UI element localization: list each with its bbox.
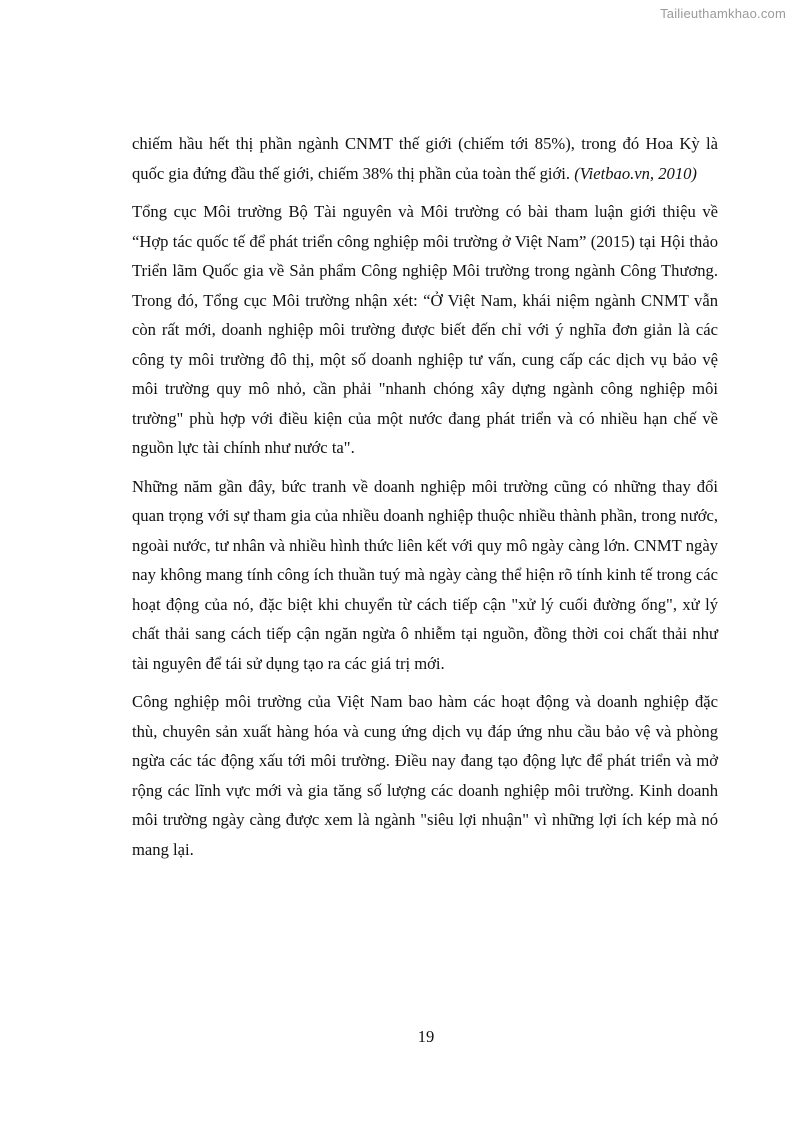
page-number: 19: [417, 1027, 435, 1046]
paragraph-4: Công nghiệp môi trường của Việt Nam bao hàm các hoạt động và doanh nghiệp đặc thù, chuyên sản xuất hàng hóa và cung ứng dịch vụ đáp ứng nhu cầu bảo vệ và phòng ngừa các tác động xấu tới môi trường. Điều nay đang tạo động lực để phát triển và mở rộng các lĩnh vực mới và gia tăng số lượng các doanh nghiệp môi trường. Kinh doanh môi trường ngày càng được xem là ngành "siêu lợi nhuận" vì những lợi ích kép mà nó mang lại.: [132, 692, 718, 859]
watermark: Tailieuthamkhao.com: [660, 6, 786, 21]
paragraph-1-text: chiếm hầu hết thị phần ngành CNMT thế giới (chiếm tới 85%), trong đó Hoa Kỳ là quốc gia đứng đầu thế giới, chiếm 38% thị phần của toàn thế giới.: [132, 134, 718, 183]
paragraph-2: Tổng cục Môi trường Bộ Tài nguyên và Môi trường có bài tham luận giới thiệu về “Hợp tác quốc tế để phát triển công nghiệp môi trường ở Việt Nam” (2015) tại Hội thảo Triển lãm Quốc gia về Sản phẩm Công nghiệp Môi trường trong ngành Công Thương. Trong đó, Tổng cục Môi trường nhận xét: “Ở Việt Nam, khái niệm ngành CNMT vẫn còn rất mới, doanh nghiệp môi trường được biết đến chỉ với ý nghĩa đơn giản là các công ty môi trường đô thị, một số doanh nghiệp tư vấn, cung cấp các dịch vụ bảo vệ môi trường quy mô nhỏ, cần phải "nhanh chóng xây dựng ngành công nghiệp môi trường" phù hợp với điều kiện của một nước đang phát triển và có nhiều hạn chế về nguồn lực tài chính như nước ta".: [132, 202, 718, 457]
document-body: [132, 129, 718, 864]
paragraph-1-citation: (Vietbao.vn, 2010): [574, 163, 697, 183]
paragraph-3: Những năm gần đây, bức tranh về doanh nghiệp môi trường cũng có những thay đổi quan trọng với sự tham gia của nhiều doanh nghiệp thuộc nhiều thành phần, trong nước, ngoài nước, tư nhân và nhiều hình thức liên kết với quy mô ngày càng lớn. CNMT ngày nay không mang tính công ích thuần tuý mà ngày càng thể hiện rõ tính kinh tế trong các hoạt động của nó, đặc biệt khi chuyển từ cách tiếp cận "xử lý cuối đường ống", xử lý chất thải sang cách tiếp cận ngăn ngừa ô nhiễm tại nguồn, đồng thời coi chất thải như tài nguyên để tái sử dụng tạo ra các giá trị mới.: [132, 476, 718, 673]
paragraph-1: [132, 129, 718, 188]
